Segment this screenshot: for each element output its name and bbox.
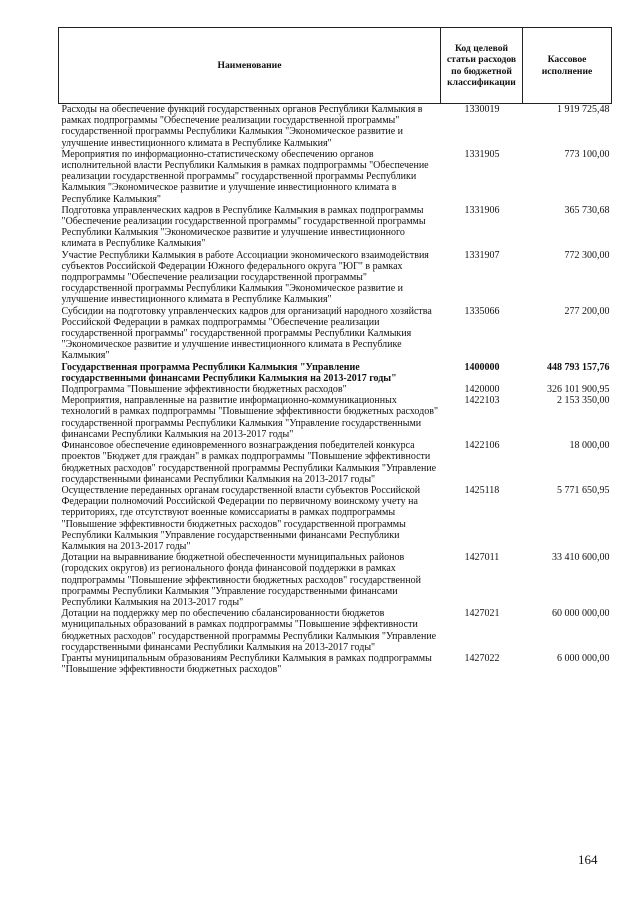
row-name-cell: Осуществление переданных органам государственной власти субъектов Российской Федерации полномочий Российской Федерации по первичному воинскому учету на территориях, где отсутствуют военные комиссариаты в рамках подпрограммы "Повышение эффективности бюджетных расходов" государственной программы Республики Калмыкия "Управление государственными финансами Республики Калмыкия на 2013-2017 годы" [61,484,421,552]
row-code-cell: 1427022 [464,652,500,664]
row-amount-cell: 5 771 650,95 [557,484,610,496]
table-row [59,362,612,384]
row-code-cell: 1331906 [464,204,500,216]
row-amount-cell: 18 000,00 [569,440,610,452]
table-row [59,205,612,250]
row-amount-cell: 326 101 900,95 [547,384,610,396]
row-code-cell: 1331907 [464,249,500,261]
row-amount-cell: 773 100,00 [564,148,610,160]
table-row [59,552,612,608]
row-code-cell: 1420000 [464,384,500,396]
header-code: Код целевой статьи расходов по бюджетной классификации [441,28,523,104]
row-code-cell: 1422106 [464,440,500,452]
row-name-cell: Субсидии на подготовку управленческих кадров для организаций народного хозяйства Российской Федерации в рамках подпрограммы "Обеспечение реализации государственной программы" государственной программы Республики Калмыкия "Экономическое развитие и улучшение инвестиционного климата в Республике Калмыкия" [61,305,432,362]
header-name: Наименование [59,28,441,104]
row-code-cell: 1330019 [464,104,500,115]
table-row [59,104,612,149]
row-name-cell: Подпрограмма "Повышение эффективности бюджетных расходов" [61,384,347,396]
row-amount-cell: 2 153 350,00 [557,395,610,407]
row-code-cell: 1425118 [464,484,500,496]
row-code-cell: 1335066 [464,305,500,317]
expenditure-table [58,27,612,675]
row-name-cell: Участие Республики Калмыкия в работе Ассоциации экономического взаимодействия субъектов Российской Федерации Южного федерального округа "ЮГ" в рамках подпрограммы "Обеспечение реализации государственной программы" государственной программы Республики Калмыкия "Экономическое развитие и улучшение инвестиционного климата в Республике Калмыкия" [61,249,429,306]
row-amount-cell: 6 000 000,00 [557,652,610,664]
row-code-cell: 1427021 [464,608,500,620]
table-row [59,653,612,675]
row-amount-cell: 60 000 000,00 [552,608,610,620]
row-name-cell: Гранты муниципальным образованиям Республики Калмыкия в рамках подпрограммы "Повышение эффективности бюджетных расходов" [61,652,432,676]
table-row [59,384,612,395]
row-amount-cell: 33 410 600,00 [552,552,610,564]
row-name-cell: Дотации на выравнивание бюджетной обеспеченности муниципальных районов (городских округов) из регионального фонда финансовой поддержки в рамках подпрограммы "Повышение эффективности бюджетных расходов" государственной программы Республики Калмыкия "Управление государственными финансами Республики Калмыкия на 2013-2017 годы" [61,552,421,608]
row-code-cell: 1331905 [464,148,500,160]
row-name-cell: Расходы на обеспечение функций государственных органов Республики Калмыкия в рамках подпрограммы "Обеспечение реализации государственной программы" государственной программы Республики Калмыкия "Экономическое развитие и улучшение инвестиционного климата в Республике Калмыкия" [61,104,423,149]
table-row [59,608,612,653]
row-amount-cell: 448 793 157,76 [547,361,610,373]
row-amount-cell: 772 300,00 [564,249,610,261]
table-row [59,149,612,205]
table-row [59,250,612,306]
row-name-cell: Мероприятия, направленные на развитие информационно-коммуникационных технологий в рамках подпрограммы "Повышение эффективности бюджетных расходов" государственной программы Республики Калмыкия "Управление государственными финансами Республики Калмыкия на 2013-2017 годы" [61,395,439,440]
row-code-cell: 1427011 [464,552,500,564]
page-number: 164 [578,852,598,867]
header-amount: Кассовое исполнение [523,28,612,104]
table-header [59,28,612,104]
table-row [59,306,612,362]
row-code-cell: 1422103 [464,395,500,407]
row-name-cell: Финансовое обеспечение единовременного вознаграждения победителей конкурса проектов "Бюджет для граждан" в рамках подпрограммы "Повышение эффективности бюджетных расходов" государственной программы Республики Калмыкия "Управление государственными финансами Республики Калмыкия на 2013-2017 годы" [61,440,437,485]
row-amount-cell: 277 200,00 [564,305,610,317]
row-amount-cell: 365 730,68 [564,204,610,216]
row-name-cell: Мероприятия по информационно-статистическому обеспечению органов исполнительной власти Республики Калмыкия в рамках подпрограммы "Обеспечение реализации государственной программы" государственной программы Республики Калмыкия "Экономическое развитие и улучшение инвестиционного климата в Республике Калмыкия" [61,148,429,205]
row-name-cell: Государственная программа Республики Калмыкия "Управление государственными финансами Республики Калмыкия на 2013-2017 годы" [61,361,397,384]
row-name-cell: Подготовка управленческих кадров в Республике Калмыкия в рамках подпрограммы "Обеспечение реализации государственной программы" государственной программы Республики Калмыкия "Экономическое развитие и улучшение инвестиционного климата в Республике Калмыкия" [61,204,426,250]
row-amount-cell: 1 919 725,48 [557,104,610,115]
table-row [59,440,612,485]
table-row [59,485,612,552]
table-row [59,395,612,440]
row-code-cell: 1400000 [464,361,500,373]
table-body [59,104,612,676]
row-name-cell: Дотации на поддержку мер по обеспечению сбалансированности бюджетов муниципальных образований в рамках подпрограммы "Повышение эффективности бюджетных расходов" государственной программы Республики Калмыкия "Управление государственными финансами Республики Калмыкия на 2013-2017 годы" [61,608,437,653]
